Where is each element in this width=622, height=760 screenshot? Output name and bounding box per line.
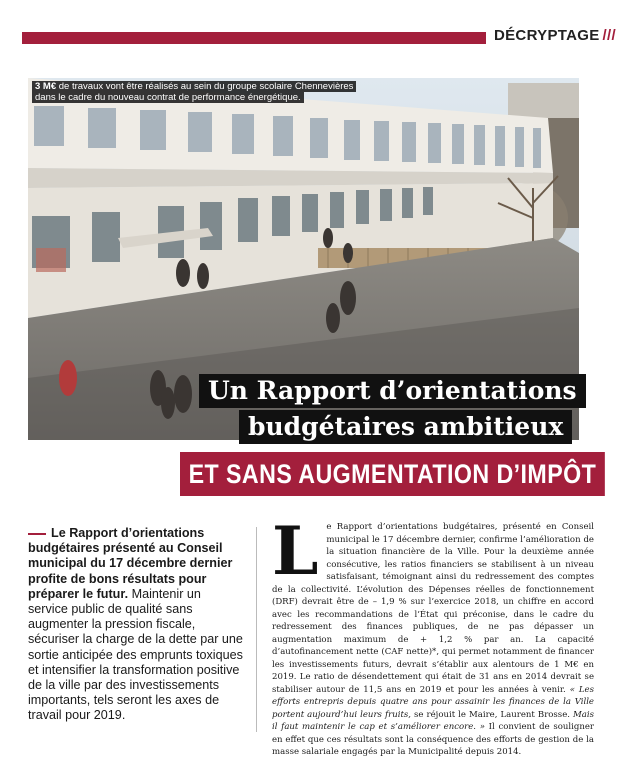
caption-line-2: dans le cadre du nouveau contrat de performance énergétique. (32, 92, 304, 103)
section-slashes: /// (602, 27, 616, 44)
caption-amount: 3 M€ (35, 81, 57, 92)
article-text-3: Il convient de souligner en effet que ces résultats sont la conséquence des efforts de gestion de la masse salariale engagés par la Municipalité depuis 2014. (272, 722, 594, 757)
headline-line-2: budgétaires ambitieux (239, 410, 572, 444)
section-color-bar (22, 32, 486, 44)
lead-dash (28, 533, 46, 535)
lead-bold-text: Le Rapport d’orientations budgétaires présenté au Conseil municipal du 17 décembre dernier profite de bons résultats pour préparer le futur. (28, 526, 233, 601)
article-text-2: se réjouit le Maire, Laurent Brosse. (410, 709, 574, 720)
photo-caption (32, 81, 356, 103)
section-label-text: DÉCRYPTAGE (494, 27, 600, 44)
caption-line-1-text: de travaux vont être réalisés au sein du groupe scolaire Chennevières (56, 81, 354, 92)
headline-subtitle: ET SANS AUGMENTATION D’IMPÔT (180, 452, 605, 496)
lead-text: Maintenir un service public de qualité sans augmenter la pression fiscale, sécuriser la charge de la dette par une sortie anticipée des emprunts toxiques et intensifier la transformation positive de la ville par des investissements importants, tels seront les axes de travail pour 2019. (28, 586, 243, 723)
caption-line-1 (32, 81, 356, 92)
article-text-1: e Rapport d’orientations budgétaires, présenté en Conseil municipal le 17 décembre dernier, confirme l’amélioration de la situation financière de la Ville. Pour la deuxième année consécutive, les ratios financiers se stabilisent à un niveau satisfaisant, témoignant ainsi du redressement des comptes de la collectivité. L’évolution des Dépenses réelles de fonctionnement (DRF) devrait être de – 1,9 % sur l’exercice 2018, un chiffre en accord avec les recommandations de l’État qui préconise, dans le cadre du redressement des finances publiques, de ne pas dépasser un augmentation maximum de + 1,2 % par an. La capacité d’autofinancement nette (CAF nette)*, qui permet notamment de financer les investissements futurs, devrait s’établir aux alentours de 1 M€ en 2019. Le ratio de désendettement qui était de 31 ans en 2014 devrait se stabiliser autour de 11,5 ans en 2019 et pour les années à venir. (272, 522, 594, 695)
drop-cap: L (272, 512, 319, 590)
headline-line-1: Un Rapport d’orientations (199, 374, 586, 408)
article-quote-2: Mais il faut maintenir le cap et s’améliorer encore. » (272, 709, 594, 732)
section-label (494, 27, 616, 44)
lead-paragraph (28, 526, 244, 724)
article-body (272, 512, 594, 759)
article-quote-1: « Les efforts entrepris depuis quatre ans pour assainir les finances de la Ville portent aujourd’hui leurs fruits, (272, 684, 594, 720)
column-divider (256, 527, 257, 732)
